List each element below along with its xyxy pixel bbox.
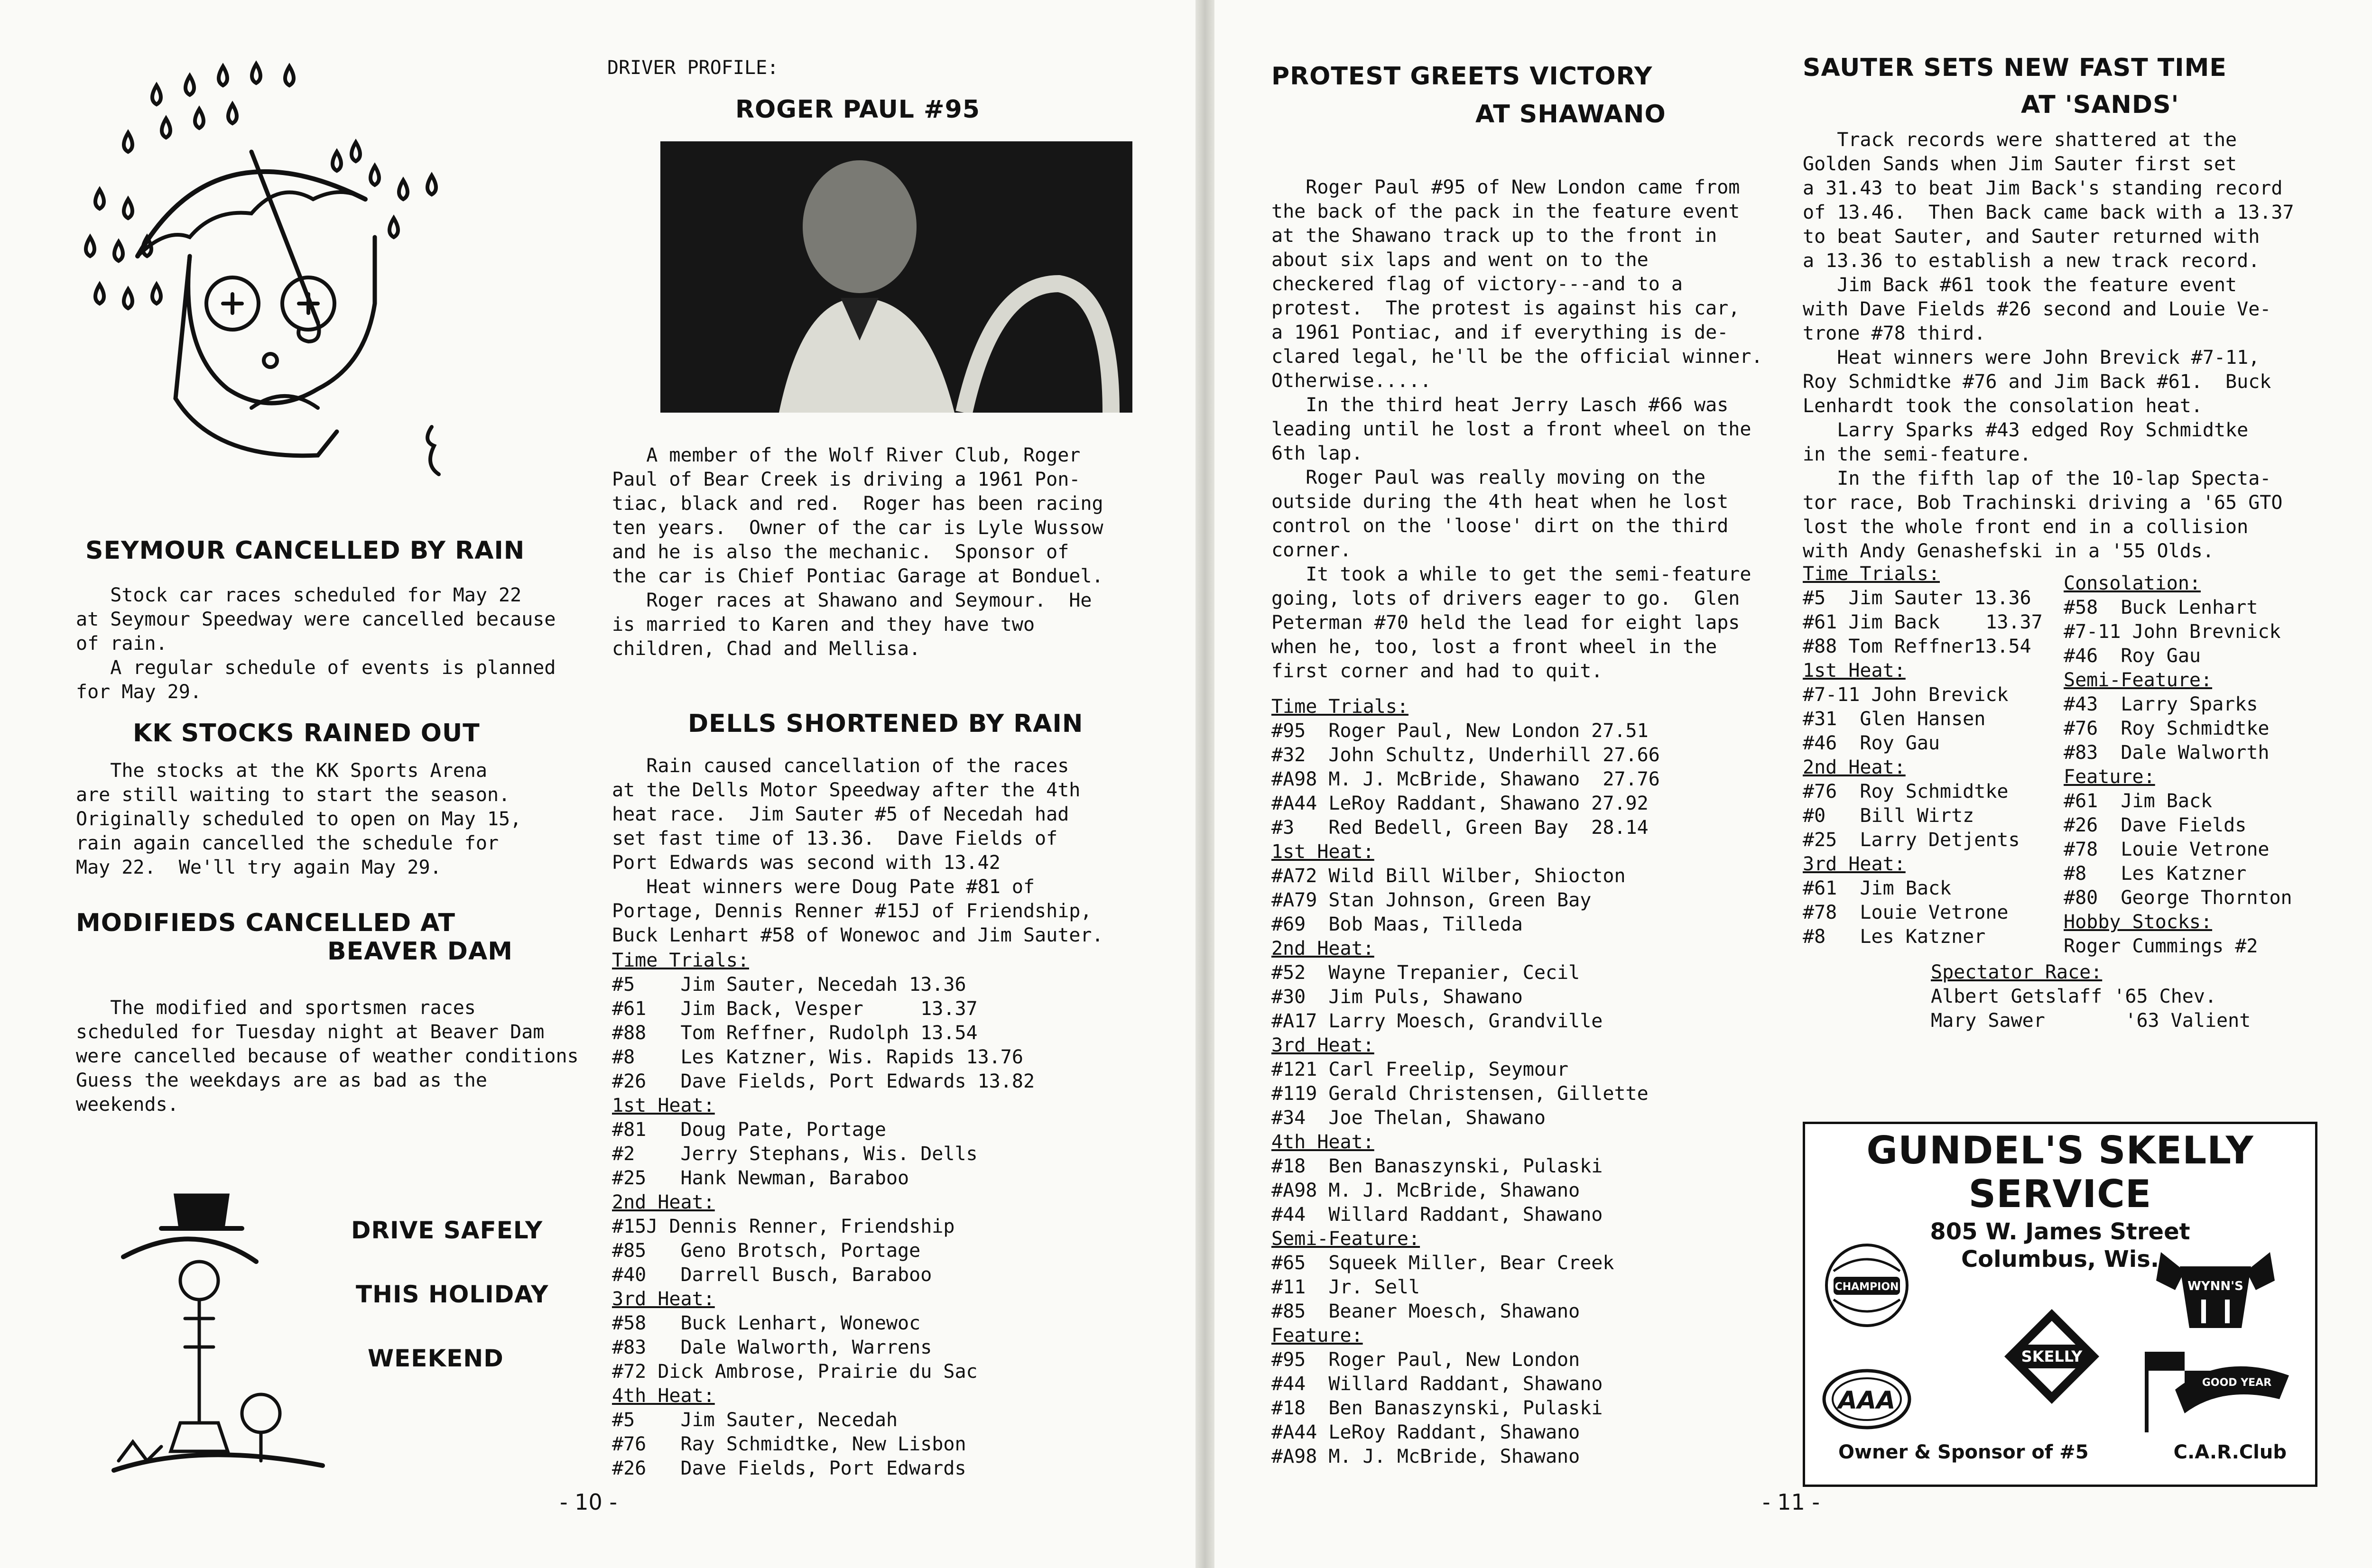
results-entry: #61 Jim Back <box>2064 790 2213 812</box>
results-entry: #7-11 John Brevick <box>1803 684 2009 706</box>
results-section-label: Time Trials: <box>612 950 749 971</box>
results-entry: #52 Wayne Trepanier, Cecil <box>1271 962 1580 984</box>
results-entry: #8 Les Katzner, Wis. Rapids 13.76 <box>612 1046 1023 1068</box>
results-entry: #72 Dick Ambrose, Prairie du Sac <box>612 1361 978 1383</box>
results-entry: #5 Jim Sauter, Necedah 13.36 <box>612 974 966 996</box>
results-entry: #15J Dennis Renner, Friendship <box>612 1216 955 1237</box>
sauter-results-left-list <box>1803 562 2043 949</box>
results-entry: #5 Jim Sauter, Necedah <box>612 1409 898 1431</box>
results-section-label: Consolation: <box>2064 572 2201 594</box>
helmet-crash-cartoon-illustration <box>104 1176 332 1480</box>
results-entry: #83 Dale Walworth <box>2064 742 2270 764</box>
results-entry: #61 Jim Back 13.37 <box>1803 611 2043 633</box>
results-entry: #30 Jim Puls, Shawano <box>1271 986 1523 1008</box>
results-entry: #81 Doug Pate, Portage <box>612 1119 886 1141</box>
driver-photo <box>660 141 1132 413</box>
results-section-label: Feature: <box>1271 1325 1363 1347</box>
results-entry: #65 Squeek Miller, Bear Creek <box>1271 1252 1614 1274</box>
results-section-label: 3rd Heat: <box>1803 853 1906 875</box>
profile-body: A member of the Wolf River Club, Roger Paul of Bear Creek is driving a 1961 Pon- tiac, black and red. Roger has been racing ten years. Owner of the car is Lyle Wussow and he is also the mechanic. Sponsor of the car is Chief Pontiac Garage at Bonduel. Roger races at Shawano and Seymour. He is married to Karen and they have two children, Chad and Mellisa. <box>612 444 1103 660</box>
results-entry: #95 Roger Paul, New London <box>1271 1349 1580 1371</box>
results-entry: #2 Jerry Stephans, Wis. Dells <box>612 1143 978 1165</box>
drive-safely-line3: WEEKEND <box>368 1345 504 1372</box>
results-entry: #69 Bob Maas, Tilleda <box>1271 913 1523 935</box>
drive-safely-line2: THIS HOLIDAY <box>356 1281 549 1308</box>
ad-title-line2: SERVICE <box>1968 1172 2152 1216</box>
seymour-heading: SEYMOUR CANCELLED BY RAIN <box>85 536 525 565</box>
ad-address-line1: 805 W. James Street <box>1930 1218 2190 1245</box>
results-entry: #32 John Schultz, Underhill 27.66 <box>1271 744 1660 766</box>
skelly-logo-icon <box>2004 1309 2099 1404</box>
results-entry: #76 Roy Schmidtke <box>1803 781 2009 802</box>
results-entry: #A72 Wild Bill Wilber, Shiocton <box>1271 865 1626 887</box>
results-section-label: Hobby Stocks: <box>2064 911 2213 933</box>
dells-heading: DELLS SHORTENED BY RAIN <box>688 710 1084 738</box>
results-entry: Roger Cummings #2 <box>2064 935 2258 957</box>
results-entry: #25 Larry Detjents <box>1803 829 2020 851</box>
svg-text:CHAMPION: CHAMPION <box>1835 1281 1899 1293</box>
results-section-label: Feature: <box>2064 766 2155 788</box>
results-entry: #26 Dave Fields, Port Edwards 13.82 <box>612 1070 1035 1092</box>
rain-cartoon-illustration <box>71 57 460 484</box>
wynns-logo-icon <box>2156 1252 2275 1328</box>
results-entry: #A98 M. J. McBride, Shawano <box>1271 1180 1580 1201</box>
results-entry: #88 Tom Reffner, Rudolph 13.54 <box>612 1022 978 1044</box>
results-entry: #78 Louie Vetrone <box>1803 902 2009 923</box>
sauter-heading-line1: SAUTER SETS NEW FAST TIME <box>1803 54 2227 82</box>
results-entry: #26 Dave Fields <box>2064 814 2247 836</box>
results-entry: #A17 Larry Moesch, Grandville <box>1271 1010 1603 1032</box>
results-entry: #8 Les Katzner <box>2064 863 2247 885</box>
results-entry: #40 Darrell Busch, Baraboo <box>612 1264 932 1286</box>
results-entry: #95 Roger Paul, New London 27.51 <box>1271 720 1649 742</box>
results-entry: #44 Willard Raddant, Shawano <box>1271 1204 1603 1226</box>
results-entry: #A44 LeRoy Raddant, Shawano 27.92 <box>1271 793 1649 814</box>
results-section-label: Time Trials: <box>1803 563 1940 585</box>
seymour-body: Stock car races scheduled for May 22 at Seymour Speedway were cancelled because of rain. A regular schedule of events is planned for May 29. <box>76 584 556 703</box>
champion-logo-icon <box>1826 1245 1907 1326</box>
protest-results-list <box>1271 695 1660 1469</box>
results-entry: Mary Sawer '63 Valient <box>1931 1010 2251 1032</box>
results-entry: #46 Roy Gau <box>1803 732 1940 754</box>
results-entry: #A44 LeRoy Raddant, Shawano <box>1271 1421 1580 1443</box>
protest-body: Roger Paul #95 of New London came from the back of the pack in the feature event at the Shawano track up to the front in about six laps and went on to the checkered flag of victory---and to a protest. The protest is against his car, a 1961 Pontiac, and if everything is de- clared legal, he'll be the official winner. Otherwise..... In the third heat Jerry Lasch #66 was leading until he lost a front wheel on the 6th lap. Roger Paul was really moving on the outside during the 4th heat when he lost control on the 'loose' dirt on the third corner. It took a while to get the semi-feature going, lots of drivers eager to go. Glen Peterman #70 held the lead for eight laps when he, too, lost a front wheel in the first corner and had to quit. <box>1271 176 1763 682</box>
dells-body: Rain caused cancellation of the races at the Dells Motor Speedway after the 4th heat race. Jim Sauter #5 of Necedah had set fast time of 13.36. Dave Fields of Port Edwards was second with 13.42 Heat winners were Doug Pate #81 of Portage, Dennis Renner #15J of Friendship, Buck Lenhart #58 of Wonewoc and Jim Sauter. <box>612 755 1103 946</box>
results-section-label: Semi-Feature: <box>2064 669 2213 691</box>
results-entry: #119 Gerald Christensen, Gillette <box>1271 1083 1649 1105</box>
svg-text:SKELLY: SKELLY <box>2021 1347 2083 1365</box>
results-entry: #44 Willard Raddant, Shawano <box>1271 1373 1603 1395</box>
results-entry: #18 Ben Banaszynski, Pulaski <box>1271 1155 1603 1177</box>
modifieds-heading-line2: BEAVER DAM <box>327 937 513 966</box>
results-entry: #26 Dave Fields, Port Edwards <box>612 1457 966 1479</box>
sponsor-logos <box>1815 1233 2303 1442</box>
results-entry: #A79 Stan Johnson, Green Bay <box>1271 889 1592 911</box>
aaa-logo-icon <box>1824 1371 1909 1428</box>
results-section-label: 1st Heat: <box>612 1095 715 1116</box>
profile-kicker: DRIVER PROFILE: <box>607 57 779 79</box>
results-entry: #88 Tom Reffner13.54 <box>1803 636 2031 657</box>
results-section-label: Time Trials: <box>1271 696 1408 718</box>
results-entry: #5 Jim Sauter 13.36 <box>1803 587 2031 609</box>
dells-results-list <box>612 949 1035 1481</box>
right-page <box>1214 0 2372 1568</box>
results-section-label: 4th Heat: <box>1271 1131 1374 1153</box>
profile-heading: ROGER PAUL #95 <box>735 95 980 124</box>
results-section-label: 4th Heat: <box>612 1385 715 1407</box>
page-number-right: - 11 - <box>1762 1489 1820 1515</box>
results-entry: #A98 M. J. McBride, Shawano 27.76 <box>1271 768 1660 790</box>
modifieds-body: The modified and sportsmen races scheduled for Tuesday night at Beaver Dam were cancelled because of weather conditions Guess the weekdays are as bad as the weekends. <box>76 997 579 1116</box>
results-entry: #11 Jr. Sell <box>1271 1276 1420 1298</box>
results-entry: #121 Carl Freelip, Seymour <box>1271 1059 1569 1080</box>
svg-text:AAA: AAA <box>1838 1386 1896 1415</box>
drive-safely-line1: DRIVE SAFELY <box>351 1217 543 1244</box>
modifieds-heading-line1: MODIFIEDS CANCELLED AT <box>76 909 455 937</box>
results-entry: #3 Red Bedell, Green Bay 28.14 <box>1271 817 1649 839</box>
results-section-label: 3rd Heat: <box>612 1288 715 1310</box>
kk-body: The stocks at the KK Sports Arena are still waiting to start the season. Originally scheduled to open on May 15, rain again cancelled the schedule for May 22. We'll try again May 29. <box>76 760 522 878</box>
results-entry: #80 George Thornton <box>2064 887 2292 909</box>
page-gutter <box>1195 0 1214 1568</box>
results-entry: #61 Jim Back <box>1803 877 1952 899</box>
results-entry: #85 Beaner Moesch, Shawano <box>1271 1301 1580 1322</box>
results-entry: #58 Buck Lenhart <box>2064 597 2258 618</box>
results-section-label: 3rd Heat: <box>1271 1034 1374 1056</box>
results-entry: Albert Getslaff '65 Chev. <box>1931 986 2217 1007</box>
page-number-left: - 10 - <box>560 1489 617 1515</box>
results-entry: #31 Glen Hansen <box>1803 708 1986 730</box>
results-entry: #76 Roy Schmidtke <box>2064 718 2270 739</box>
results-section-label: 2nd Heat: <box>1271 938 1374 959</box>
results-entry: #18 Ben Banaszynski, Pulaski <box>1271 1397 1603 1419</box>
kk-heading: KK STOCKS RAINED OUT <box>133 719 480 747</box>
ad-footer-right: C.A.R.Club <box>2173 1441 2287 1463</box>
ad-address-line2: Columbus, Wis. <box>1961 1246 2159 1273</box>
ad-title-line1: GUNDEL'S SKELLY <box>1866 1128 2254 1172</box>
results-section-label: 1st Heat: <box>1271 841 1374 863</box>
results-entry: #78 Louie Vetrone <box>2064 839 2270 860</box>
protest-heading-line2: AT SHAWANO <box>1475 100 1666 129</box>
results-entry: #7-11 John Brevnick <box>2064 621 2281 643</box>
results-entry: #A98 M. J. McBride, Shawano <box>1271 1446 1580 1467</box>
results-section-label: 2nd Heat: <box>1803 756 1906 778</box>
ad-footer-left: Owner & Sponsor of #5 <box>1838 1441 2089 1463</box>
results-entry: #25 Hank Newman, Baraboo <box>612 1167 909 1189</box>
results-entry: #43 Larry Sparks <box>2064 693 2258 715</box>
raindrops-icon <box>86 64 436 308</box>
results-entry: #0 Bill Wirtz <box>1803 805 1974 827</box>
results-entry: #8 Les Katzner <box>1803 926 1986 948</box>
goodyear-logo-icon <box>2147 1352 2289 1432</box>
results-section-label: Spectator Race: <box>1931 961 2103 983</box>
sauter-results-right-list <box>2064 572 2292 959</box>
results-section-label: 1st Heat: <box>1803 660 1906 682</box>
results-entry: #58 Buck Lenhart, Wonewoc <box>612 1312 921 1334</box>
results-entry: #61 Jim Back, Vesper 13.37 <box>612 998 978 1020</box>
results-entry: #34 Joe Thelan, Shawano <box>1271 1107 1546 1129</box>
results-entry: #85 Geno Brotsch, Portage <box>612 1240 921 1262</box>
protest-heading-line1: PROTEST GREETS VICTORY <box>1271 62 1653 91</box>
svg-text:GOOD YEAR: GOOD YEAR <box>2202 1377 2272 1389</box>
svg-text:WYNN'S: WYNN'S <box>2187 1279 2243 1293</box>
skelly-advertisement <box>1803 1122 2317 1487</box>
sauter-heading-line2: AT 'SANDS' <box>2021 91 2179 119</box>
spectator-race-list <box>1931 960 2251 1033</box>
results-entry: #83 Dale Walworth, Warrens <box>612 1337 932 1358</box>
sauter-body: Track records were shattered at the Golden Sands when Jim Sauter first set a 31.43 to beat Jim Back's standing record of 13.46. Then Back came back with a 13.37 to beat Sauter, and Sauter returned with a 13.36 to establish a new track record. Jim Back #61 took the feature event with Dave Fields #26 second and Louie Ve- trone #78 third. Heat winners were John Brevick #7-11, Roy Schmidtke #76 and Jim Back #61. Buck Lenhardt took the consolation heat. Larry Sparks #43 edged Roy Schmidtke in the semi-feature. In the fifth lap of the 10-lap Specta- tor race, Bob Trachinski driving a '65 GTO lost the whole front end in a collision with Andy Genashefski in a '55 Olds. <box>1803 129 2294 562</box>
results-section-label: Semi-Feature: <box>1271 1228 1420 1250</box>
results-entry: #46 Roy Gau <box>2064 645 2201 667</box>
results-section-label: 2nd Heat: <box>612 1191 715 1213</box>
results-entry: #76 Ray Schmidtke, New Lisbon <box>612 1433 966 1455</box>
